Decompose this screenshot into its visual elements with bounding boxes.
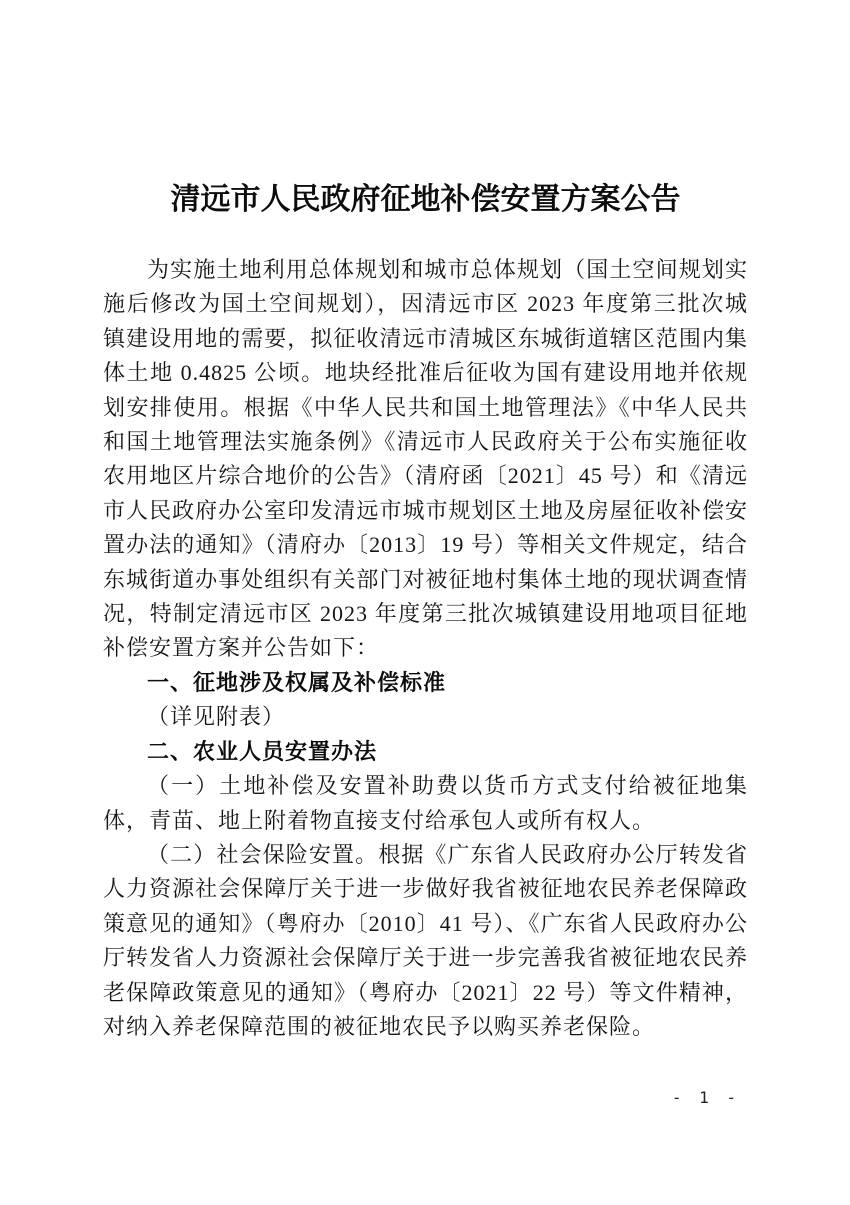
section-heading-1: 一、征地涉及权属及补偿标准 <box>147 669 447 695</box>
paragraph-item-1: （一）土地补偿及安置补助费以货币方式支付给被征地集体，青苗、地上附着物直接支付给承包人或所有权人。 <box>103 773 748 833</box>
section-heading-2: 二、农业人员安置办法 <box>147 738 378 764</box>
paragraph-see-attached-table: （详见附表） <box>147 704 286 730</box>
page-number: - 1 - <box>671 1088 740 1107</box>
document-body <box>103 253 748 1044</box>
paragraph-item-2: （二）社会保险安置。根据《广东省人民政府办公厅转发省人力资源社会保障厅关于进一步做好我省被征地农民养老保障政策意见的通知》（粤府办〔2010〕41 号）、《广东省人民政府办公厅转发省人力资源社会保障厅关于进一步完善我省被征地农民养老保障政策意见的通知》（粤府办〔2021〕22 号）等文件精神，对纳入养老保障范围的被征地农民予以购买养老保险。 <box>103 841 748 1039</box>
paragraph-intro: 为实施土地利用总体规划和城市总体规划（国土空间规划实施后修改为国土空间规划），因清远市区 2023 年度第三批次城镇建设用地的需要，拟征收清远市清城区东城街道辖区范围内集体土地 0.4825 公顷。地块经批准后征收为国有建设用地并依规划安排使用。根据《中华人民共和国土地管理法》《中华人民共和国土地管理法实施条例》《清远市人民政府关于公布实施征收农用地区片综合地价的公告》（清府函〔2021〕45 号）和《清远市人民政府办公室印发清远市城市规划区土地及房屋征收补偿安置办法的通知》（清府办〔2013〕19 号）等相关文件规定，结合东城街道办事处组织有关部门对被征地村集体土地的现状调查情况，特制定清远市区 2023 年度第三批次城镇建设用地项目征地补偿安置方案并公告如下： <box>103 257 748 661</box>
document-title: 清远市人民政府征地补偿安置方案公告 <box>170 183 681 216</box>
